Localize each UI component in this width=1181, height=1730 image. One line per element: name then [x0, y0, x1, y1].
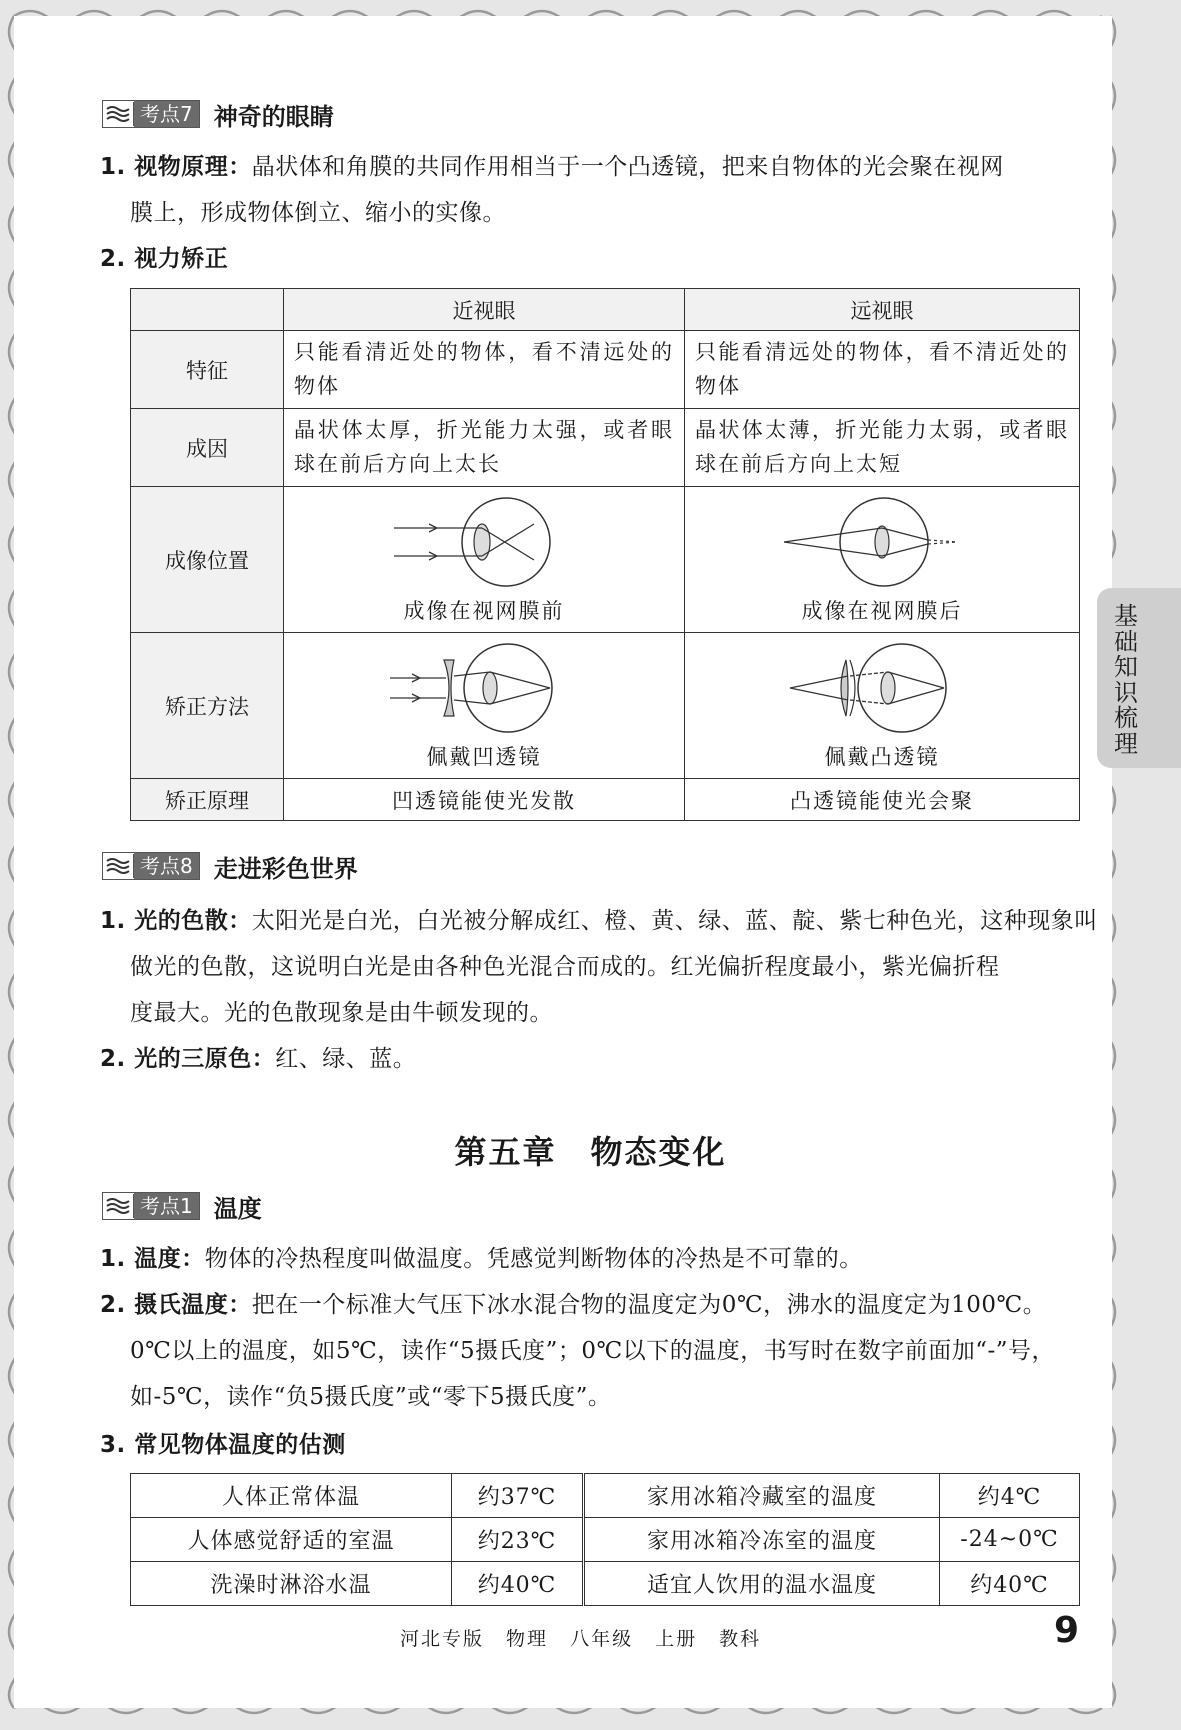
table-header: 近视眼 [284, 289, 685, 331]
paragraph-line: 度最大。光的色散现象是由牛顿发现的。 [130, 1000, 553, 1026]
section-title: 神奇的眼睛 [213, 102, 334, 131]
term-label: 2. 摄氏温度： [100, 1292, 252, 1318]
section-tag-label: 考点1 [134, 1193, 199, 1219]
row-label: 成因 [131, 409, 284, 487]
section-title: 温度 [213, 1194, 262, 1223]
caption: 成像在视网膜后 [801, 599, 963, 623]
table-cell: 约23℃ [452, 1518, 584, 1562]
table-cell: 只能看清远处的物体，看不清近处的物体 [685, 331, 1080, 409]
convex-lens-diagram [782, 640, 982, 736]
table-cell: 凸透镜能使光会聚 [685, 779, 1080, 821]
row-label: 成像位置 [131, 487, 284, 633]
table-cell: 约37℃ [452, 1474, 584, 1518]
table-cell [685, 487, 1080, 633]
table-cell [685, 633, 1080, 779]
side-tab [1097, 588, 1181, 768]
table-row [131, 1562, 1080, 1606]
table-cell: 晶状体太厚，折光能力太强，或者眼球在前后方向上太长 [284, 409, 685, 487]
table-cell: 约40℃ [452, 1562, 584, 1606]
paragraph-text: 太阳光是白光，白光被分解成红、橙、黄、绿、蓝、靛、紫七种色光，这种现象叫 [251, 908, 1098, 934]
waves-icon [103, 854, 134, 878]
table-cell: -24~0℃ [940, 1518, 1080, 1562]
table-cell: 家用冰箱冷藏室的温度 [584, 1474, 940, 1518]
table-header: 远视眼 [685, 289, 1080, 331]
section-tag-1 [102, 1192, 262, 1223]
farsighted-eye-diagram [782, 494, 982, 590]
eye-correction-table [130, 288, 1080, 821]
waves-icon [103, 1194, 134, 1218]
table-cell: 洗澡时淋浴水温 [131, 1562, 452, 1606]
paragraph-text: 红、绿、蓝。 [275, 1046, 417, 1072]
caption: 佩戴凸透镜 [824, 745, 940, 769]
term-label: 2. 光的三原色： [100, 1046, 276, 1072]
table-corner [131, 289, 284, 331]
table-cell: 人体感觉舒适的室温 [131, 1518, 452, 1562]
footer: 河北专版 物理 八年级 上册 教科 [400, 1628, 762, 1650]
term-label: 3. 常见物体温度的估测 [100, 1432, 346, 1458]
paragraph-line [100, 902, 1098, 935]
paragraph-text: 晶状体和角膜的共同作用相当于一个凸透镜，把来自物体的光会聚在视网 [251, 154, 1004, 180]
row-label: 特征 [131, 331, 284, 409]
table-cell: 只能看清近处的物体，看不清远处的物体 [284, 331, 685, 409]
table-cell: 家用冰箱冷冻室的温度 [584, 1518, 940, 1562]
paragraph-text: 物体的冷热程度叫做温度。凭感觉判断物体的冷热是不可靠的。 [204, 1246, 863, 1272]
paragraph-line: 0℃以上的温度，如5℃，读作“5摄氏度”；0℃以下的温度，书写时在数字前面加“-”号， [130, 1338, 1056, 1364]
section-title: 走进彩色世界 [213, 854, 358, 883]
paragraph-line [100, 1426, 346, 1459]
section-tag-label: 考点8 [134, 853, 199, 879]
paragraph-line: 膜上，形成物体倒立、缩小的实像。 [130, 200, 506, 226]
concave-lens-diagram [384, 640, 584, 736]
term-label: 1. 温度： [100, 1246, 205, 1272]
row-label: 矫正方法 [131, 633, 284, 779]
table-cell: 晶状体太薄，折光能力太弱，或者眼球在前后方向上太短 [685, 409, 1080, 487]
chapter-title: 第五章 物态变化 [454, 1133, 727, 1171]
paragraph-text: 把在一个标准大气压下冰水混合物的温度定为0℃，沸水的温度定为100℃。 [251, 1292, 1047, 1318]
paragraph-line [100, 148, 1004, 181]
table-cell: 人体正常体温 [131, 1474, 452, 1518]
waves-icon [103, 102, 134, 126]
table-cell: 约40℃ [940, 1562, 1080, 1606]
temperature-table [130, 1473, 1080, 1606]
table-row [131, 1474, 1080, 1518]
paragraph-line [100, 1040, 416, 1073]
term-label: 1. 视物原理： [100, 154, 252, 180]
table-cell [284, 633, 685, 779]
term-label: 1. 光的色散： [100, 908, 252, 934]
nearsighted-eye-diagram [384, 494, 584, 590]
caption: 成像在视网膜前 [403, 599, 565, 623]
caption: 佩戴凹透镜 [426, 745, 542, 769]
table-row [131, 1518, 1080, 1562]
section-tag-8 [102, 852, 358, 883]
paragraph-line: 如-5℃，读作“负5摄氏度”或“零下5摄氏度”。 [130, 1384, 612, 1410]
table-cell: 约4℃ [940, 1474, 1080, 1518]
paragraph-line [100, 1286, 1046, 1319]
section-tag-label: 考点7 [134, 101, 199, 127]
term-label: 2. 视力矫正 [100, 246, 229, 272]
table-cell: 适宜人饮用的温水温度 [584, 1562, 940, 1606]
row-label: 矫正原理 [131, 779, 284, 821]
paragraph-line [100, 1240, 863, 1273]
table-cell: 凹透镜能使光发散 [284, 779, 685, 821]
side-tab-label: 基础知识梳理 [1114, 602, 1138, 758]
section-tag-7 [102, 100, 334, 131]
table-cell [284, 487, 685, 633]
paragraph-line: 做光的色散，这说明白光是由各种色光混合而成的。红光偏折程度最小，紫光偏折程 [130, 954, 1000, 980]
page-number: 9 [1054, 1610, 1080, 1651]
paragraph-line [100, 240, 228, 273]
